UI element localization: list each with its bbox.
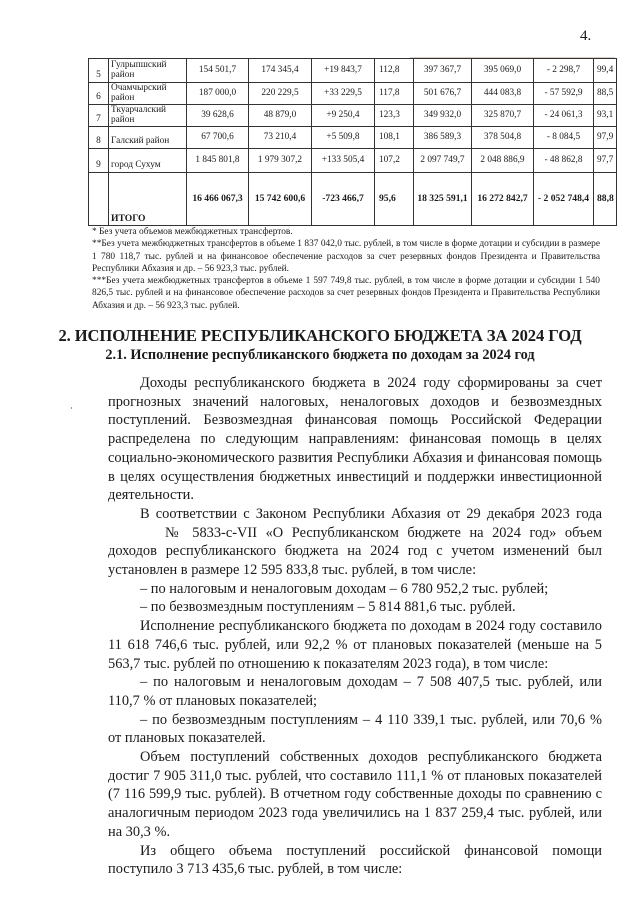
regions-budget-table <box>88 58 617 226</box>
table-row <box>89 59 617 83</box>
cell: 112,8 <box>375 59 414 83</box>
cell: 378 504,8 <box>472 127 534 149</box>
region-name: Очамчырский район <box>109 83 187 105</box>
cell: 97,9 <box>594 127 617 149</box>
paragraph-part: № 5833-с-VII «О Республиканском бюджете на 2024 год» объем доходов республиканского бюджета на 2024 год с учетом изменений был установлен в размере 12 595 833,8 тыс. рублей, в том числе: <box>108 524 602 579</box>
paragraph <box>108 505 602 580</box>
cell: - 48 862,8 <box>534 149 594 173</box>
section-heading: 2. ИСПОЛНЕНИЕ РЕСПУБЛИКАНСКОГО БЮДЖЕТА ЗА 2024 ГОД <box>58 326 582 345</box>
cell: 501 676,7 <box>414 83 472 105</box>
cell: 1 979 307,2 <box>249 149 312 173</box>
cell: 18 325 591,1 <box>414 173 472 226</box>
list-item: – по налоговым и неналоговым доходам – 6 780 952,2 тыс. рублей; <box>140 580 549 597</box>
subsection-heading: 2.1. Исполнение республиканского бюджета по доходам за 2024 год <box>105 347 535 363</box>
cell: 108,1 <box>375 127 414 149</box>
region-name: Галский район <box>109 127 187 149</box>
cell: +19 843,7 <box>312 59 375 83</box>
table-row <box>89 149 617 173</box>
cell: 117,8 <box>375 83 414 105</box>
cell: 386 589,3 <box>414 127 472 149</box>
cell: 2 048 886,9 <box>472 149 534 173</box>
list-item: – по налоговым и неналоговым доходам – 7 508 407,5 тыс. рублей, или 110,7 % от плановых показателей; <box>108 674 602 709</box>
cell: 220 229,5 <box>249 83 312 105</box>
paragraph: Доходы республиканского бюджета в 2024 году сформированы за счет прогнозных значений налоговых, неналоговых доходов и безвозмездных поступлений. Безвозмездная финансовая помощь Российской Федерации распределена по следующим направлениям: финансовая помощь в целях социально-экономического развития Республики Абхазия и финансовая помощь в целях осуществления бюджетных инвестиций и поддержки инвестиционной деятельности. <box>108 375 602 504</box>
cell: 88,8 <box>594 173 617 226</box>
cell: 123,3 <box>375 105 414 127</box>
cell: - 24 061,3 <box>534 105 594 127</box>
cell: 39 628,6 <box>187 105 249 127</box>
row-number: 5 <box>89 59 109 83</box>
total-label: ИТОГО <box>109 173 187 226</box>
cell: 88,5 <box>594 83 617 105</box>
cell: +5 509,8 <box>312 127 375 149</box>
cell: 99,4 <box>594 59 617 83</box>
cell: 397 367,7 <box>414 59 472 83</box>
cell: 48 879,0 <box>249 105 312 127</box>
cell: 15 742 600,6 <box>249 173 312 226</box>
page-number: 4. <box>580 28 592 44</box>
footnotes <box>92 226 600 312</box>
footnote: ***Без учета межбюджетных трансфертов в объеме 1 597 749,8 тыс. рублей, в том числе в форме дотации и субсидии 1 540 826,5 тыс. рублей и на финансовое обеспечение расходов за счет резервных фондов Президента и Правительства Республики Абхазия и др. – 56 923,3 тыс. рублей. <box>92 276 600 311</box>
cell: +133 505,4 <box>312 149 375 173</box>
table-row <box>89 105 617 127</box>
row-number: 7 <box>89 105 109 127</box>
cell: - 2 052 748,4 <box>534 173 594 226</box>
cell: 325 870,7 <box>472 105 534 127</box>
cell: 95,6 <box>375 173 414 226</box>
cell: - 57 592,9 <box>534 83 594 105</box>
cell: 187 000,0 <box>187 83 249 105</box>
cell: - 2 298,7 <box>534 59 594 83</box>
row-number <box>89 173 109 226</box>
list-item: – по безвозмездным поступлениям – 5 814 881,6 тыс. рублей. <box>140 599 516 616</box>
cell: 93,1 <box>594 105 617 127</box>
row-number: 9 <box>89 149 109 173</box>
region-name: город Сухум <box>109 149 187 173</box>
cell: 73 210,4 <box>249 127 312 149</box>
table-row <box>89 127 617 149</box>
cell: 444 083,8 <box>472 83 534 105</box>
cell: 67 700,6 <box>187 127 249 149</box>
cell: 16 466 067,3 <box>187 173 249 226</box>
list-item: – по безвозмездным поступлениям – 4 110 339,1 тыс. рублей, или 70,6 % от плановых показателей. <box>108 711 602 747</box>
footnote: **Без учета межбюджетных трансфертов в объеме 1 837 042,0 тыс. рублей, в том числе в форме дотации и субсидии в размере 1 780 118,7 тыс. рублей и на финансовое обеспечение расходов за счет резервных фондов Президента и Правительства Республики Абхазия и др. – 56 923,3 тыс. рублей. <box>92 239 600 274</box>
table-row <box>89 83 617 105</box>
paragraph: Исполнение республиканского бюджета по доходам в 2024 году составило 11 618 746,6 тыс. рублей, или 92,2 % от плановых показателей (меньше на 5 563,7 тыс. рублей по отношению к показателям 2023 года), в том числе: <box>108 618 602 672</box>
cell: 154 501,7 <box>187 59 249 83</box>
cell: 174 345,4 <box>249 59 312 83</box>
cell: 395 069,0 <box>472 59 534 83</box>
table-total-row <box>89 173 617 226</box>
paragraph: Из общего объема поступлений российской финансовой помощи поступило 3 713 435,6 тыс. рублей, в том числе: <box>108 842 602 878</box>
row-number: 6 <box>89 83 109 105</box>
region-name: Гулрыпшский район <box>109 59 187 83</box>
cell: 1 845 801,8 <box>187 149 249 173</box>
scan-artifact <box>71 407 72 409</box>
region-name: Ткуарчалский район <box>109 105 187 127</box>
cell: 16 272 842,7 <box>472 173 534 226</box>
cell: +33 229,5 <box>312 83 375 105</box>
cell: 349 932,0 <box>414 105 472 127</box>
paragraph: Объем поступлений собственных доходов республиканского бюджета достиг 7 905 311,0 тыс. рублей, что составило 111,1 % от плановых показателей (7 116 599,9 тыс. рублей). В отчетном году собственные доходы по сравнению с аналогичным периодом 2023 года увеличились на 1 837 259,4 тыс. рублей, или на 30,3 %. <box>108 749 602 840</box>
cell: - 8 084,5 <box>534 127 594 149</box>
footnote: * Без учета объемов межбюджетных трансфертов. <box>92 227 293 237</box>
cell: 107,2 <box>375 149 414 173</box>
cell: 2 097 749,7 <box>414 149 472 173</box>
cell: 97,7 <box>594 149 617 173</box>
cell: +9 250,4 <box>312 105 375 127</box>
cell: -723 466,7 <box>312 173 375 226</box>
row-number: 8 <box>89 127 109 149</box>
body-text <box>108 374 602 879</box>
paragraph-part: В соответствии с Законом Республики Абхазия от 29 декабря 2023 года <box>140 505 602 522</box>
